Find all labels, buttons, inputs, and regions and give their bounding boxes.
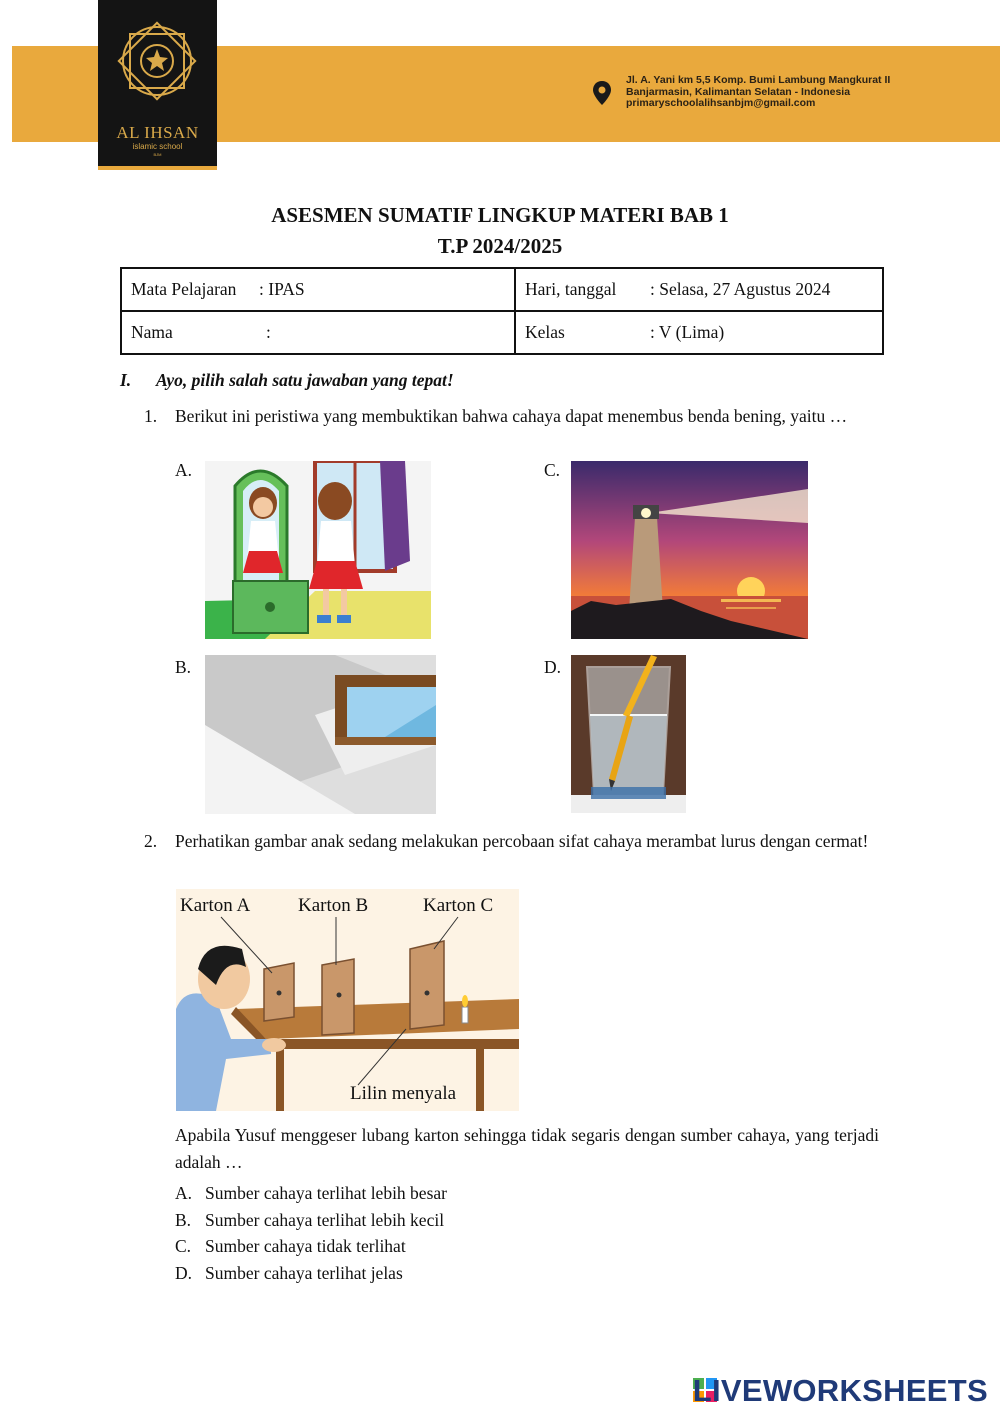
lighthouse-illustration [571, 461, 808, 639]
q1-number: 1. [144, 406, 158, 426]
school-name: AL IHSAN [116, 123, 199, 142]
q2-option-d-text: Sumber cahaya terlihat jelas [205, 1262, 403, 1283]
school-subtitle: islamic school [132, 142, 183, 151]
name-value: : [266, 322, 271, 342]
address-line-1: Jl. A. Yani km 5,5 Komp. Bumi Lambung Mangkurat II [626, 74, 891, 86]
q2-option-a[interactable] [175, 1180, 447, 1207]
q2-option-c-text: Sumber cahaya tidak terlihat [205, 1236, 406, 1256]
q2-option-b[interactable] [175, 1207, 447, 1234]
school-logo [98, 0, 217, 170]
q2-option-d-key: D. [175, 1262, 193, 1283]
window-light-illustration [205, 655, 436, 814]
section-number: I. [120, 370, 132, 390]
class-label: Kelas [525, 322, 565, 342]
q1-option-c-image[interactable] [571, 461, 808, 639]
mirror-girl-illustration [205, 461, 431, 639]
q2-followup: Apabila Yusuf menggeser lubang karton sehingga tidak segaris dengan sumber cahaya, yang terjadi adalah … [175, 1125, 879, 1172]
page-title: ASESMEN SUMATIF LINGKUP MATERI BAB 1 [271, 203, 729, 227]
address-line-2: Banjarmasin, Kalimantan Selatan - Indonesia [626, 85, 851, 98]
school-year: T.P 2024/2025 [437, 234, 563, 258]
figure-label-karton-c: Karton C [423, 895, 494, 916]
q1-option-c-label[interactable]: C. [544, 460, 561, 480]
q2-option-a-key: A. [175, 1183, 193, 1203]
glass-pencil-illustration [571, 655, 686, 813]
figure-label-karton-a: Karton A [180, 895, 251, 916]
q2-option-a-text: Sumber cahaya terlihat lebih besar [205, 1183, 447, 1203]
school-address [626, 75, 890, 110]
location-pin-icon [592, 80, 612, 106]
ornament-icon [98, 0, 217, 120]
class-value: : V (Lima) [650, 322, 725, 342]
q2-option-d[interactable] [175, 1260, 447, 1287]
q2-options [175, 1180, 447, 1286]
q2-option-c-key: C. [175, 1236, 192, 1256]
date-value: : Selasa, 27 Agustus 2024 [650, 279, 831, 299]
subject-value: : IPAS [259, 279, 305, 299]
q1-option-b-image[interactable] [205, 655, 436, 814]
class-cell [515, 311, 883, 354]
liveworksheets-watermark: LIVEWORKSHEETS [692, 1373, 988, 1408]
date-label: Hari, tanggal [525, 279, 617, 299]
q1-option-a-image[interactable] [205, 461, 431, 639]
school-email[interactable]: primaryschoolalihsanbjm@gmail.com [626, 97, 816, 109]
q2-option-b-text: Sumber cahaya terlihat lebih kecil [205, 1209, 445, 1230]
name-label: Nama [131, 322, 173, 342]
date-cell [515, 268, 883, 311]
q2-figure [176, 889, 519, 1111]
q2-text: Perhatikan gambar anak sedang melakukan percobaan sifat cahaya merambat lurus dengan cermat! [175, 831, 869, 851]
q2-option-b-key: B. [175, 1209, 192, 1230]
q1-text: Berikut ini peristiwa yang membuktikan bahwa cahaya dapat menembus benda bening, yaitu … [175, 406, 848, 426]
q1-option-d-image[interactable] [571, 655, 686, 813]
school-code: BJM [153, 152, 162, 157]
figure-label-karton-b: Karton B [298, 895, 369, 916]
section-heading [120, 370, 454, 391]
subject-label: Mata Pelajaran [131, 279, 237, 299]
light-experiment-illustration [176, 889, 519, 1111]
q1-option-a-label[interactable]: A. [175, 460, 193, 480]
q1-option-b-label[interactable]: B. [175, 657, 192, 677]
student-info-table [120, 267, 884, 355]
q2-number: 2. [144, 831, 158, 851]
subject-cell [121, 268, 515, 311]
q2-option-c[interactable] [175, 1233, 447, 1260]
name-cell[interactable] [121, 311, 515, 354]
section-instruction: Ayo, pilih salah satu jawaban yang tepat! [156, 370, 454, 390]
figure-label-lilin: Lilin menyala [350, 1083, 457, 1104]
q1-option-d-label[interactable]: D. [544, 657, 562, 677]
